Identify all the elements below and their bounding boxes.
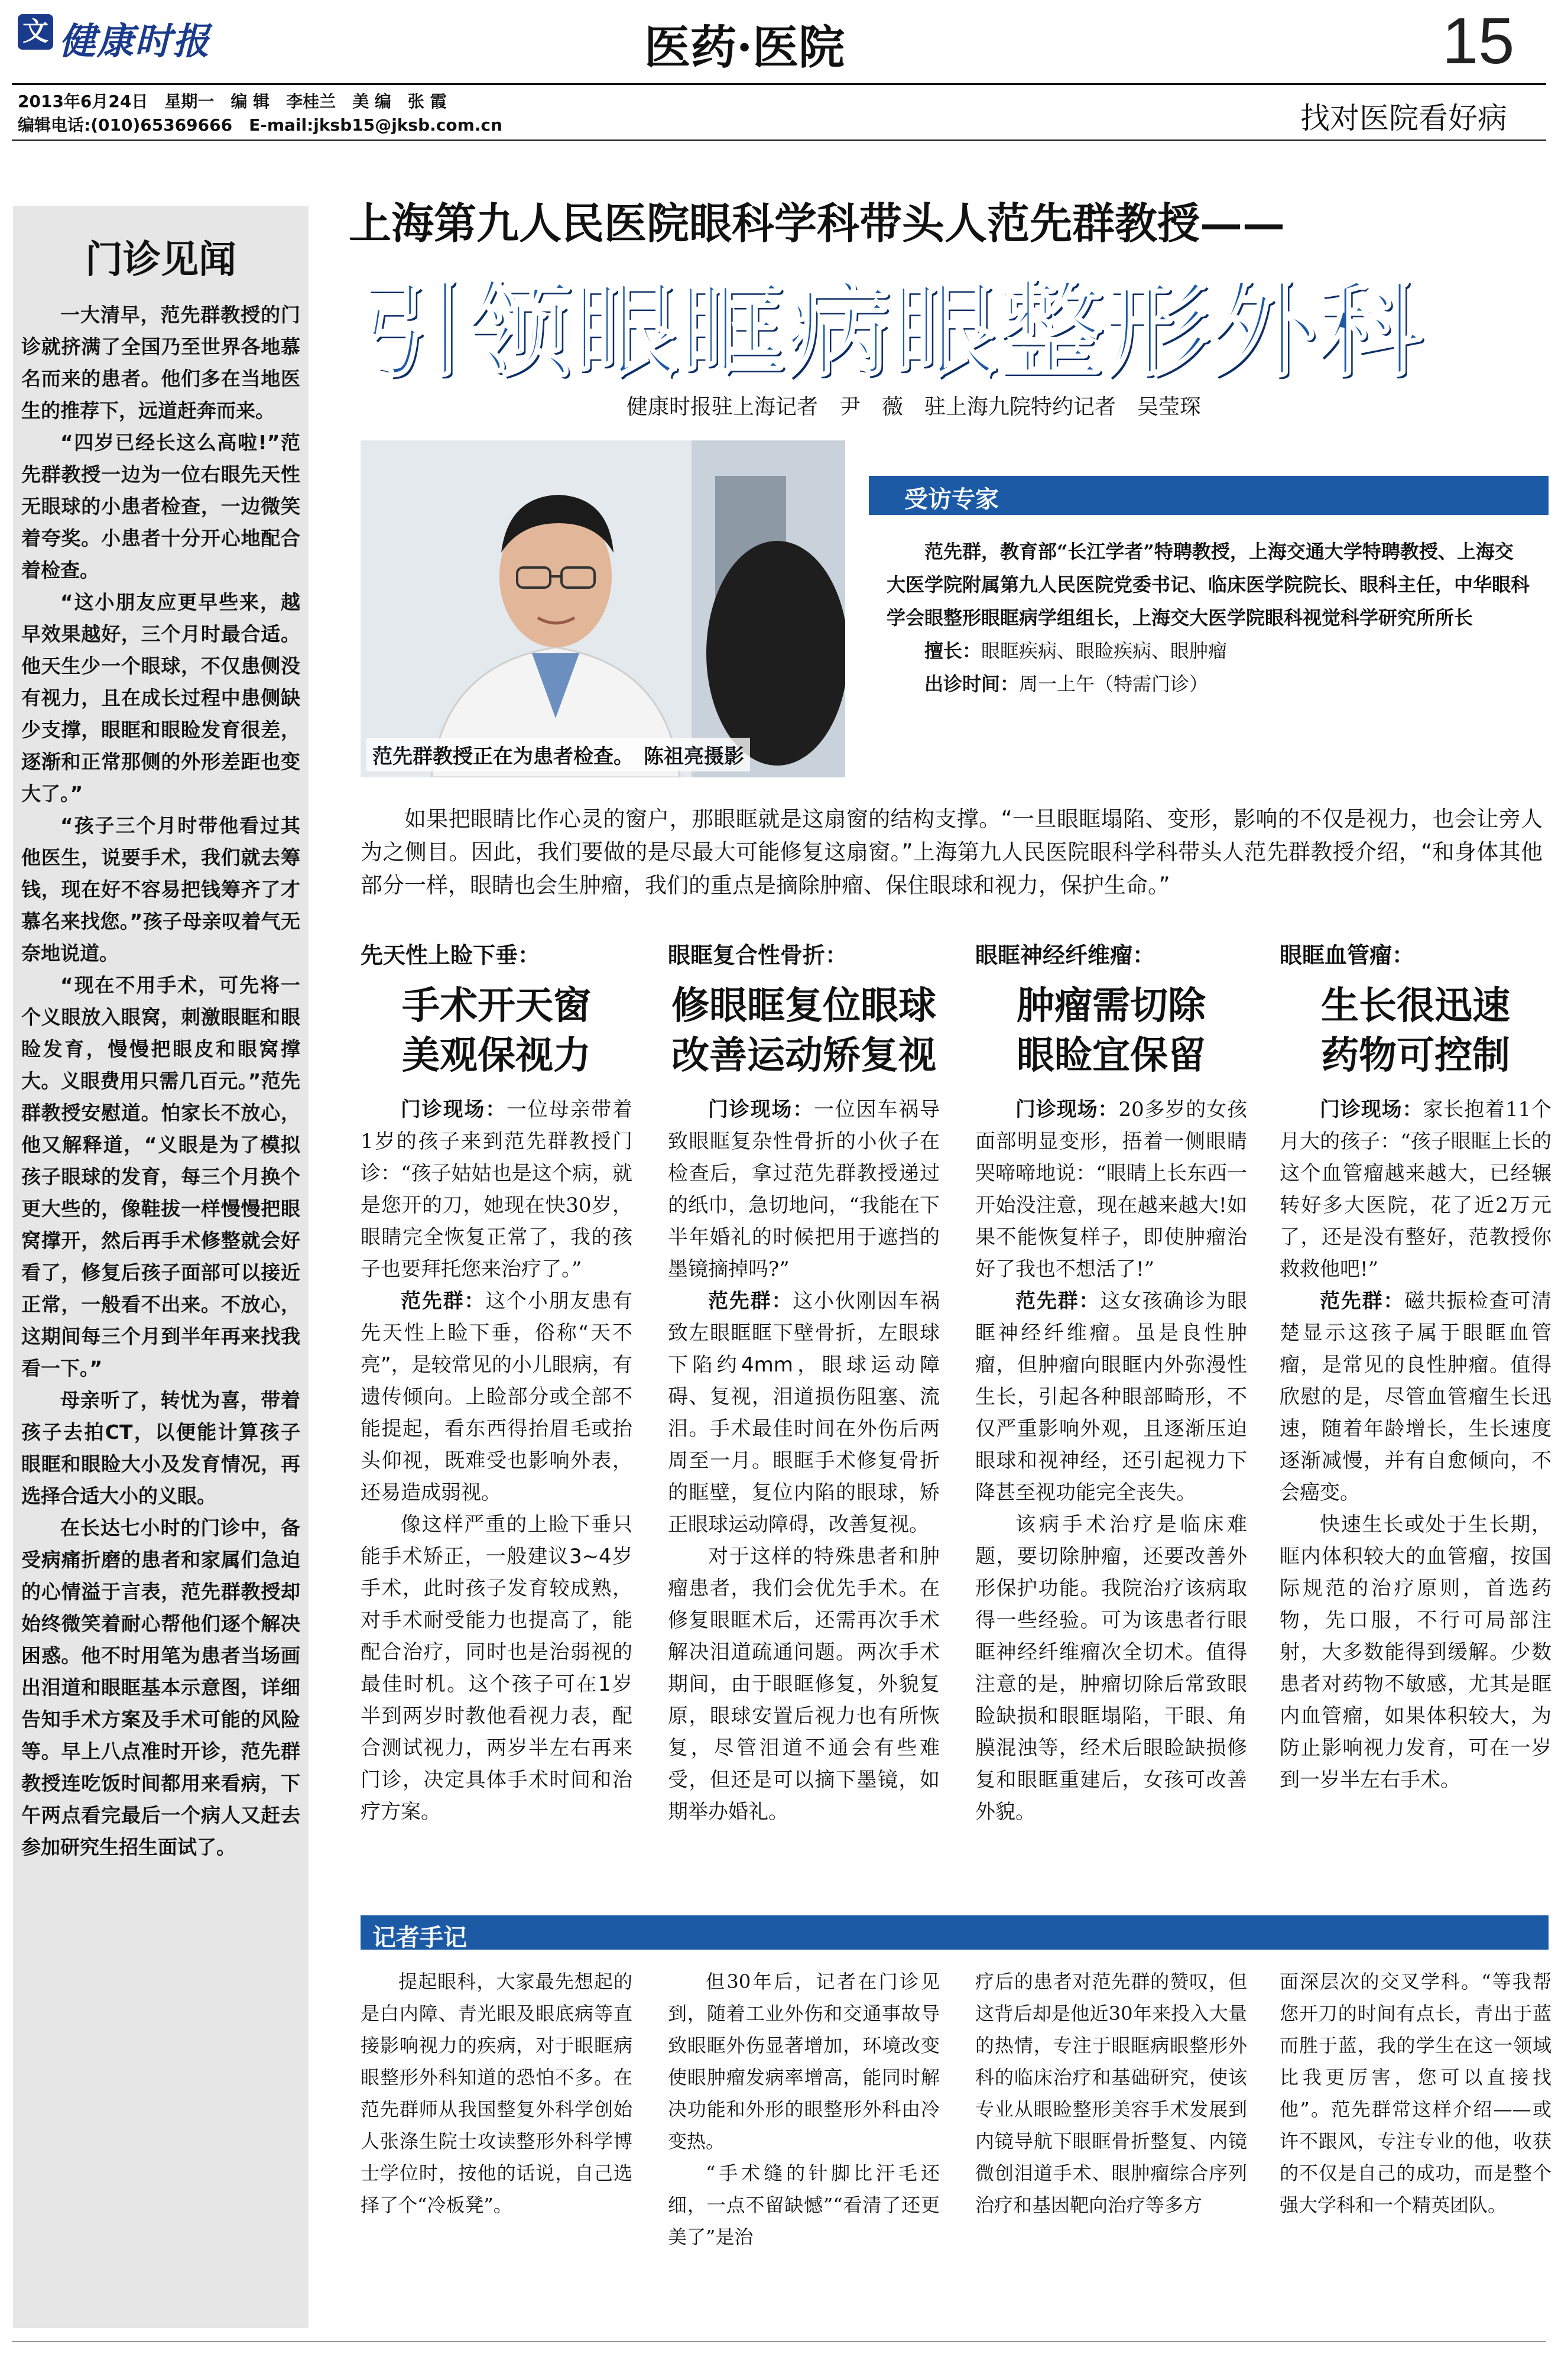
article-label: 眼眶神经纤维瘤： [975,942,1155,968]
article-headline-line: 美观保视力 [402,1033,591,1078]
doctor-answer [668,1285,940,1541]
byline: 健康时报驻上海记者 尹 薇 驻上海九院特约记者 吴莹琛 [627,395,1202,419]
article-body [668,1094,940,1828]
article-headline-line: 改善运动矫复视 [671,1033,936,1078]
article-headline [361,981,632,1081]
article-headline-line: 手术开天窗 [402,984,591,1028]
reporter-note-text: 提起眼科，大家最先想起的是白内障、青光眼及眼底病等直接影响视力的疾病，对于眼眶病眼整形外科知道的恐怕不多。在范先群师从我国整复外科学创始人张涤生院士攻读整形外科学博士学位时，按他的话说，自己选择了个“冷板凳”。 [361,1970,632,2216]
article-headline-line: 眼睑宜保留 [1017,1033,1206,1078]
expert-hours: 周一上午（特需门诊） [1019,673,1209,695]
article-body [361,1094,632,1828]
expert-specialty-label: 擅长： [924,640,982,662]
expert-specialty: 眼眶疾病、眼睑疾病、眼肿瘤 [981,640,1228,662]
expert-hours-label: 出诊时间： [924,673,1020,695]
article-label: 眼眶血管瘤： [1280,942,1415,968]
reporter-note-text: 但30年后，记者在门诊见到，随着工业外伤和交通事故导致眼眶外伤显著增加，环境改变使眼肿瘤发病率增高，能同时解决功能和外形的眼整形外科由冷变热。 [668,1970,940,2152]
reporter-note-col-3 [975,1966,1247,2221]
doctor-label: 范先群： [708,1289,793,1313]
paper-logo-icon: 文 [18,14,53,50]
article-headline [1280,981,1551,1081]
clinic-scene-text: 家长抱着11个月大的孩子：“孩子眼眶上长的这个血管瘤越来越大，已经辗转好多大医院，花了近2万元了，还是没有整好，范教授你救救他吧!” [1280,1098,1552,1281]
clinic-scene-text: 20多岁的女孩面部明显变形，捂着一侧眼睛哭啼啼地说：“眼睛上长东西一开始没注意，现在越来越大!如果不能恢复样子，即使肿瘤治好了我也不想活了!” [975,1098,1248,1281]
paper-name: 健康时报 [59,20,211,63]
article-headline-line: 生长很迅速 [1321,984,1510,1028]
doctor-answer-text: 这女孩确诊为眼眶神经纤维瘤。虽是良性肿瘤，但肿瘤向眼眶内外弥漫性生长，引起各种眼部畸形，不仅严重影响外观，且逐渐压迫眼球和视神经，还引起视力下降甚至视功能完全丧失。 [975,1289,1248,1504]
page-number: 15 [1442,5,1515,77]
article-body [975,1094,1247,1828]
article-headline [668,981,940,1081]
expert-hours-row [887,667,1531,701]
article-intro: 如果把眼睛比作心灵的窗户，那眼眶就是这扇窗的结构支撑。“一旦眼眶塌陷、变形，影响的不仅是视力，也会让旁人为之侧目。因此，我们要做的是尽最大可能修复这扇窗。”上海第九人民医院眼科学科带头人范先群教授介绍，“和身体其他部分一样，眼睛也会生肿瘤，我们的重点是摘除肿瘤、保住眼球和视力，保护生命。” [361,806,1543,898]
clinic-scene-label: 门诊现场： [401,1098,507,1121]
headline-kicker: 上海第九人民医院眼科学科带头人范先群教授—— [349,198,1286,248]
sidebar-column [13,206,309,2328]
article-paragraph: 快速生长或处于生长期，眶内体积较大的血管瘤，按国际规范的治疗原则，首选药物，先口服，不行可局部注射，大多数能得到缓解。少数患者对药物不敏感，尤其是眶内血管瘤，如果体积较大，为防止影响视力发育，可在一岁到一岁半左右手术。 [1280,1513,1551,1792]
expert-info [887,535,1531,701]
doctor-answer-text: 这小伙刚因车祸致左眼眶眶下壁骨折，左眼球下陷约4mm，眼球运动障碍、复视，泪道损伤阻塞、流泪。手术最佳时间在外伤后两周至一月。眼眶手术修复骨折的眶壁，复位内陷的眼球，矫正眼球运动障碍，改善复视。 [668,1289,940,1536]
article-headline-line: 肿瘤需切除 [1017,984,1206,1028]
main-headline: 引领眼眶病眼整形外科 [361,270,1425,391]
doctor-photo [361,440,845,777]
sidebar-title: 门诊见闻 [85,238,236,282]
clinic-scene [361,1094,632,1285]
clinic-scene [1280,1094,1551,1285]
doctor-label: 范先群： [1320,1289,1405,1313]
clinic-scene [668,1094,940,1285]
sidebar-text [21,299,300,1863]
reporter-note-text: 疗后的患者对范先群的赞叹，但这背后却是他近30年来投入大量的热情，专注于眼眶病眼整形外科的临床治疗和基础研究，使该专业从眼睑整形美容手术发展到内镜导航下眼眶骨折整复、内镜微创泪道手术、眼肿瘤综合序列治疗和基因靶向治疗等多方 [975,1970,1247,2216]
sidebar-paragraph: “现在不用手术，可先将一个义眼放入眼窝，刺激眼眶和眼睑发育，慢慢把眼皮和眼窝撑大。义眼费用只需几百元。”范先群教授安慰道。怕家长不放心，他又解释道，“义眼是为了模拟孩子眼球的发育，每三个月换个更大些的，像鞋拔一样慢慢把眼窝撑开，然后再手术修整就会好看了，修复后孩子面部可以接近正常，一般看不出来。不放心，这期间每三个月到半年再来找我看一下。” [21,974,300,1380]
photo-caption: 范先群教授正在为患者检查。 陈祖亮摄影 [366,738,750,771]
article-label: 先天性上睑下垂： [361,942,541,968]
article-neurofibroma [975,937,1247,1828]
clinic-scene-text: 一位因车祸导致眼眶复杂性骨折的小伙子在检查后，拿过范先群教授递过的纸巾，急切地问，“我能在下半年婚礼的时候把用于遮挡的墨镜摘掉吗?” [668,1098,940,1281]
doctor-answer [975,1285,1247,1509]
reporter-note-col-4 [1280,1966,1551,2221]
reporter-note-text: “手术缝的针脚比汗毛还细，一点不留缺憾”“看清了还更美了”是治 [668,2162,940,2248]
article-body [1280,1094,1551,1796]
sidebar-paragraph: 在长达七小时的门诊中，备受病痛折磨的患者和家属们急迫的心情溢于言表，范先群教授却始终微笑着耐心帮他们逐个解决困惑。他不时用笔为患者当场画出泪道和眼眶基本示意图，详细告知手术方案及手术可能的风险等。早上八点准时开诊，范先群教授连吃饭时间都用来看病，下午两点看完最后一个病人又赶去参加研究生招生面试了。 [21,1516,300,1859]
reporter-note-col-1 [361,1966,632,2221]
clinic-scene [975,1094,1247,1285]
clinic-scene-label: 门诊现场： [1320,1098,1423,1121]
date-editor-line: 2013年6月24日 星期一 编 辑 李桂兰 美 编 张 霞 [18,92,447,111]
article-ptosis [361,937,632,1828]
article-hemangioma [1280,937,1551,1796]
clinic-scene-label: 门诊现场： [708,1098,814,1121]
masthead-rule [12,83,1546,85]
expert-specialty-row [887,634,1531,667]
doctor-label: 范先群： [1015,1289,1101,1313]
article-label: 眼眶复合性骨折： [668,942,848,968]
reporter-note-bar [361,1915,1549,1950]
sidebar-paragraph: “四岁已经长这么高啦!”范先群教授一边为一位右眼先天性无眼球的小患者检查，一边微笑着夸奖。小患者十分开心地配合着检查。 [21,431,300,582]
article-paragraph: 该病手术治疗是临床难题，要切除肿瘤，还要改善外形保护功能。我院治疗该病取得一些经验。可为该患者行眼眶神经纤维瘤次全切术。值得注意的是，肿瘤切除后常致眼睑缺损和眼眶塌陷，干眼、角膜混浊等，经术后眼睑缺损修复和眼眶重建后，女孩可改善外貌。 [975,1513,1247,1824]
sidebar-paragraph: “孩子三个月时带他看过其他医生，说要手术，我们就去筹钱，现在好不容易把钱筹齐了才慕名来找您。”孩子母亲叹着气无奈地说道。 [21,814,300,965]
clinic-scene-text: 一位母亲带着1岁的孩子来到范先群教授门诊：“孩子姑姑也是这个病，就是您开的刀，她现在快30岁，眼睛完全恢复正常了，我的孩子也要拜托您来治疗了。” [361,1098,632,1281]
doctor-answer-text: 磁共振检查可清楚显示这孩子属于眼眶血管瘤，是常见的良性肿瘤。值得欣慰的是，尽管血管瘤生长迅速，随着年龄增长，生长速度逐渐减慢，并有自愈倾向，不会癌变。 [1280,1289,1552,1504]
contact-line: 编辑电话:(010)65369666 E-mail:jksb15@jksb.com.cn [18,115,502,135]
article-headline-line: 药物可控制 [1321,1033,1510,1078]
reporter-note-text: 面深层次的交叉学科。“等我帮您开刀的时间有点长，青出于蓝而胜于蓝，我的学生在这一领域比我更厉害，您可以直接找他”。范先群常这样介绍——或许不跟风，专注专业的他，收获的不仅是自己的成功，而是整个强大学科和一个精英团队。 [1280,1970,1551,2216]
masthead-bottom-rule [12,140,1546,141]
article-paragraph: 像这样严重的上睑下垂只能手术矫正，一般建议3~4岁手术，此时孩子发育较成熟，对手术耐受能力也提高了，能配合治疗，同时也是治弱视的最佳时机。这个孩子可在1岁半到两岁时教他看视力表，配合测试视力，两岁半左右再来门诊，决定具体手术时间和治疗方案。 [361,1513,632,1824]
expert-header-bar [869,476,1549,515]
doctor-answer [361,1285,632,1509]
page-bottom-rule [12,2341,1546,2342]
expert-header-label: 受访专家 [904,486,999,513]
doctor-photo-illustration [361,440,845,777]
sidebar-paragraph: 母亲听了，转忧为喜，带着孩子去拍CT，以便能计算孩子眼眶和眼睑大小及发育情况，再选择合适大小的义眼。 [21,1389,300,1507]
article-paragraph: 对于这样的特殊患者和肿瘤患者，我们会优先手术。在修复眼眶术后，还需再次手术解决泪道疏通问题。两次手术期间，由于眼眶修复，外貌复原，眼球安置后视力也有所恢复，尽管泪道不通会有些难受，但还是可以摘下墨镜，如期举办婚礼。 [668,1545,940,1824]
expert-bio: 范先群，教育部“长江学者”特聘教授，上海交通大学特聘教授、上海交大医学院附属第九人民医院党委书记、临床医学院院长、眼科主任，中华眼科学会眼整形眼眶病学组组长，上海交大医学院眼科视觉科学研究所所长 [887,540,1530,629]
doctor-answer [1280,1285,1551,1509]
sidebar-paragraph: 一大清早，范先群教授的门诊就挤满了全国乃至世界各地慕名而来的患者。他们多在当地医生的推荐下，远道赶奔而来。 [21,303,300,422]
reporter-note-label: 记者手记 [372,1924,467,1951]
doctor-answer-text: 这个小朋友患有先天性上睑下垂，俗称“天不亮”，是较常见的小儿眼病，有遗传倾向。上睑部分或全部不能提起，看东西得抬眉毛或抬头仰视，既难受也影响外表，还易造成弱视。 [361,1289,633,1504]
article-orbital-fracture [668,937,940,1828]
article-headline [975,981,1247,1081]
reporter-note-col-2 [668,1966,940,2253]
section-title: 医药·医院 [644,21,845,74]
sidebar-paragraph: “这小朋友应更早些来，越早效果越好，三个月时最合适。他天生少一个眼球，不仅患侧没有视力，且在成长过程中患侧缺少支撑，眼眶和眼睑发育很差，逐渐和正常那侧的外形差距也变大了。” [21,591,300,805]
article-headline-line: 修眼眶复位眼球 [671,984,936,1028]
clinic-scene-label: 门诊现场： [1015,1098,1119,1121]
doctor-label: 范先群： [401,1289,486,1313]
section-slogan: 找对医院看好病 [1300,101,1507,135]
